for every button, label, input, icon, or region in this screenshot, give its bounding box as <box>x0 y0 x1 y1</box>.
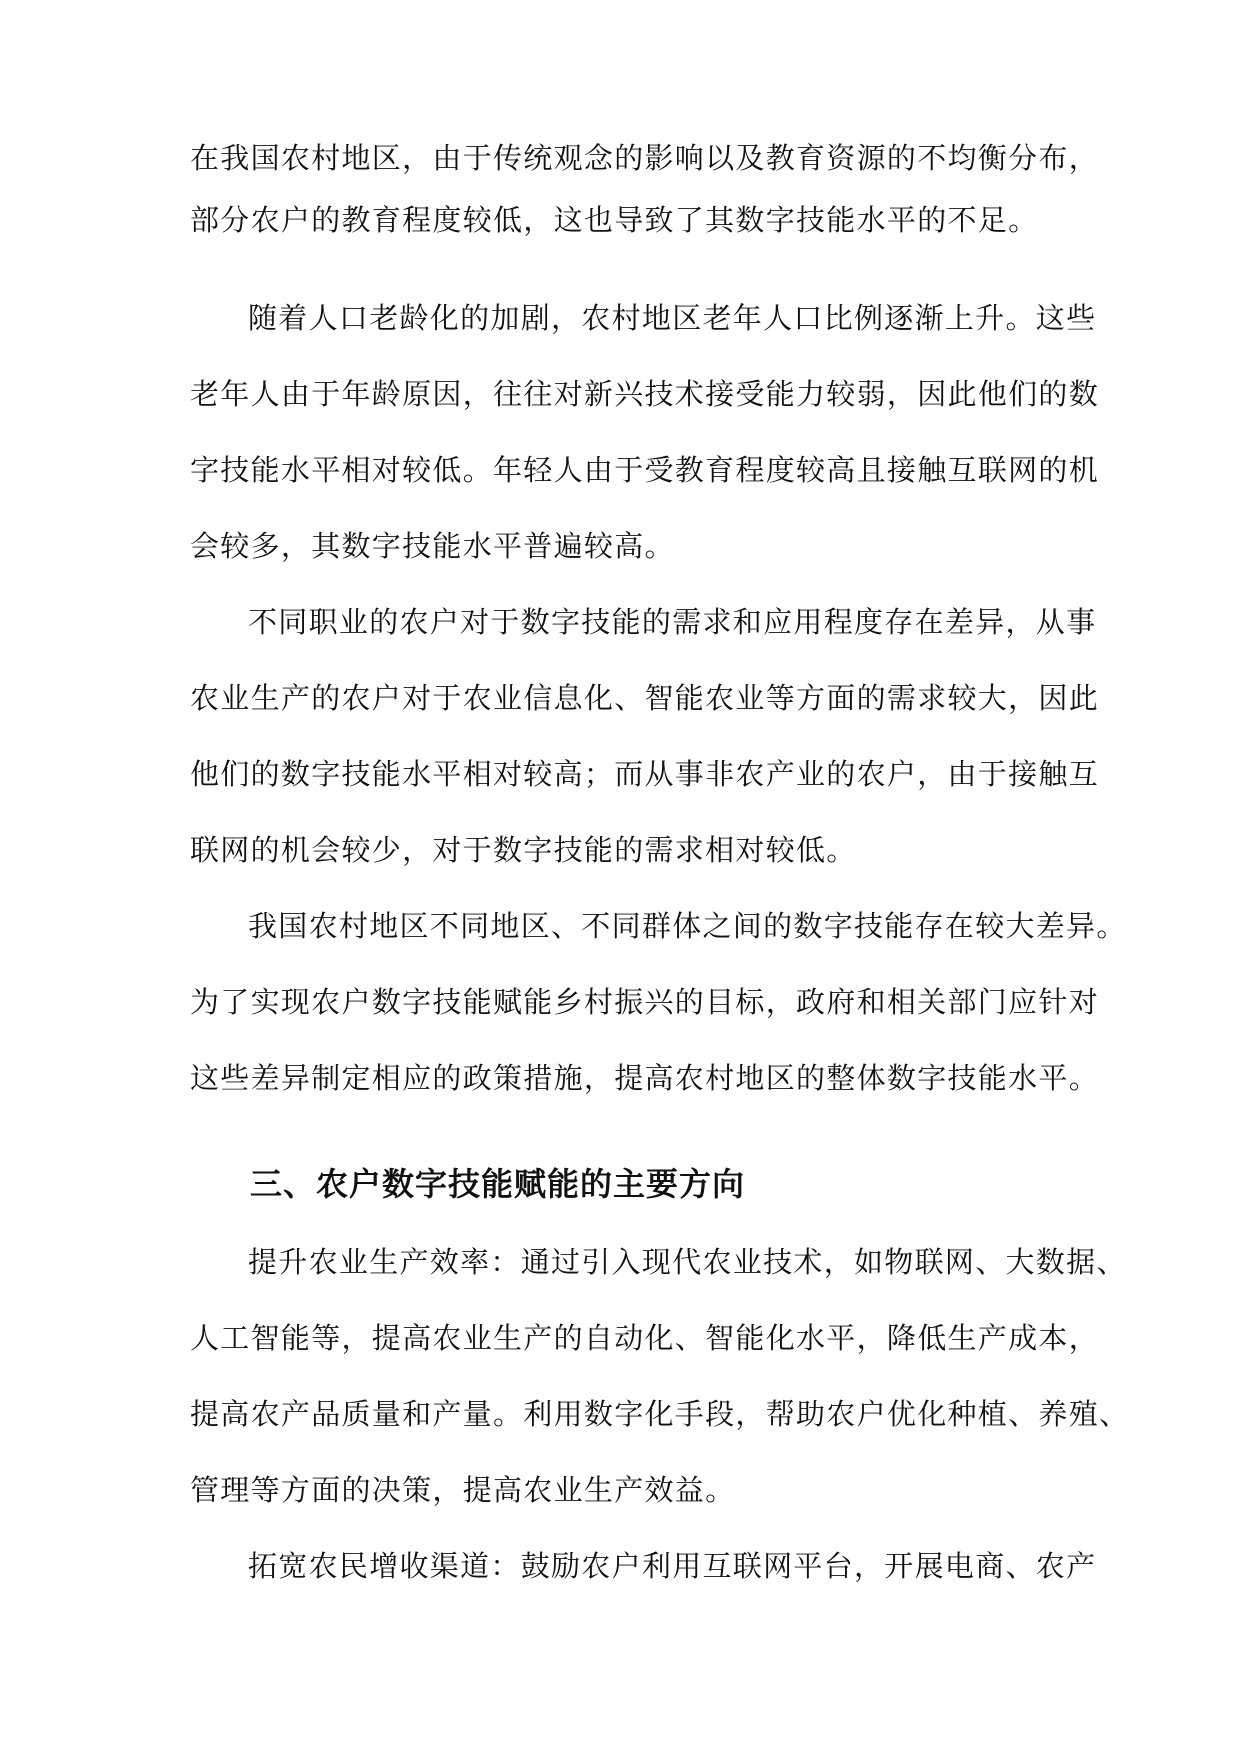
paragraph-line: 人工智能等，提高农业生产的自动化、智能化水平，降低生产成本， <box>190 1321 1100 1355</box>
paragraph-line: 不同职业的农户对于数字技能的需求和应用程度存在差异，从事 <box>248 605 1097 639</box>
paragraph-line: 在我国农村地区，由于传统观念的影响以及教育资源的不均衡分布， <box>190 141 1100 175</box>
paragraph-line: 他们的数字技能水平相对较高；而从事非农产业的农户，由于接触互 <box>190 757 1100 791</box>
paragraph-line: 这些差异制定相应的政策措施，提高农村地区的整体数字技能水平。 <box>190 1061 1100 1095</box>
paragraph-line: 农业生产的农户对于农业信息化、智能农业等方面的需求较大，因此 <box>190 681 1100 715</box>
paragraph-line: 提高农产品质量和产量。利用数字化手段，帮助农户优化种植、养殖、 <box>190 1397 1130 1431</box>
paragraph-line: 为了实现农户数字技能赋能乡村振兴的目标，政府和相关部门应针对 <box>190 985 1100 1019</box>
paragraph-line: 部分农户的教育程度较低，这也导致了其数字技能水平的不足。 <box>190 203 1039 237</box>
paragraph-line: 联网的机会较少，对于数字技能的需求相对较低。 <box>190 833 857 867</box>
paragraph-line: 提升农业生产效率：通过引入现代农业技术，如物联网、大数据、 <box>248 1245 1127 1279</box>
paragraph-line: 会较多，其数字技能水平普遍较高。 <box>190 529 675 563</box>
paragraph-line: 老年人由于年龄原因，往往对新兴技术接受能力较弱，因此他们的数 <box>190 377 1100 411</box>
paragraph-line: 随着人口老龄化的加剧，农村地区老年人口比例逐渐上升。这些 <box>248 301 1097 335</box>
section-heading: 三、农户数字技能赋能的主要方向 <box>250 1165 746 1203</box>
paragraph-line: 管理等方面的决策，提高农业生产效益。 <box>190 1473 736 1507</box>
paragraph-line: 我国农村地区不同地区、不同群体之间的数字技能存在较大差异。 <box>248 909 1127 943</box>
paragraph-line: 拓宽农民增收渠道：鼓励农户利用互联网平台，开展电商、农产 <box>248 1549 1097 1583</box>
paragraph-line: 字技能水平相对较低。年轻人由于受教育程度较高且接触互联网的机 <box>190 453 1100 487</box>
